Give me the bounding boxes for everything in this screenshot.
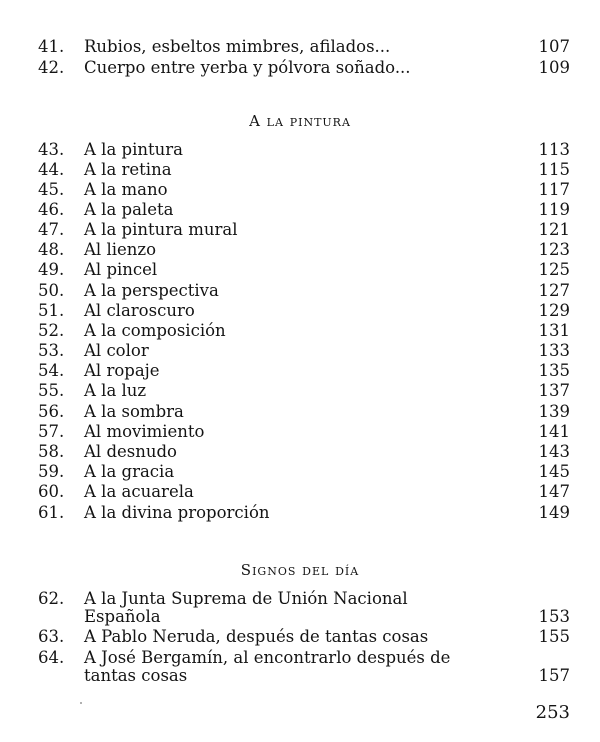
entry-page: 135 xyxy=(538,361,570,380)
entry-page: 147 xyxy=(538,482,570,501)
toc-entry xyxy=(0,361,600,381)
entry-page: 141 xyxy=(538,422,570,441)
entry-page: 139 xyxy=(538,402,570,421)
entry-title: A la pintura mural xyxy=(84,220,238,239)
entry-title: Al movimiento xyxy=(84,422,205,441)
entry-number: 46. xyxy=(38,200,65,219)
toc-entry-continuation xyxy=(0,607,600,627)
entry-title: A la pintura xyxy=(84,140,183,159)
entry-page: 129 xyxy=(538,301,570,320)
entry-number: 44. xyxy=(38,160,65,179)
toc-entry xyxy=(0,381,600,401)
entry-title: Rubios, esbeltos mimbres, afilados... xyxy=(84,37,391,56)
entry-page: 149 xyxy=(538,503,570,522)
entry-title-continuation: Española xyxy=(84,607,161,626)
entry-title: Al lienzo xyxy=(84,240,157,259)
entry-title: Al desnudo xyxy=(84,442,177,461)
entry-page: 117 xyxy=(538,180,570,199)
entry-page: 125 xyxy=(538,260,570,279)
section-heading-signos: Signos del día xyxy=(240,561,360,579)
entry-title: Al color xyxy=(84,341,149,360)
entry-number: 61. xyxy=(38,503,65,522)
entry-title: A la luz xyxy=(84,381,147,400)
entry-page: 137 xyxy=(538,381,570,400)
entry-title-continuation: tantas cosas xyxy=(84,666,188,685)
toc-entry xyxy=(0,200,600,220)
entry-title: Cuerpo entre yerba y pólvora soñado... xyxy=(84,58,411,77)
entry-number: 52. xyxy=(38,321,65,340)
toc-entry xyxy=(0,402,600,422)
toc-entry xyxy=(0,281,600,301)
toc-entry xyxy=(0,37,600,57)
entry-number: 48. xyxy=(38,240,65,259)
entry-title: A la sombra xyxy=(84,402,184,421)
toc-entry xyxy=(0,627,600,647)
toc-entry xyxy=(0,58,600,78)
entry-number: 54. xyxy=(38,361,65,380)
entry-title: A la retina xyxy=(84,160,172,179)
entry-page: 153 xyxy=(538,607,570,626)
entry-page: 155 xyxy=(538,627,570,646)
entry-number: 57. xyxy=(38,422,65,441)
toc-entry xyxy=(0,140,600,160)
toc-entry xyxy=(0,321,600,341)
toc-entry xyxy=(0,482,600,502)
entry-page: 157 xyxy=(538,666,570,685)
entry-title: A la composición xyxy=(84,321,226,340)
toc-entry xyxy=(0,160,600,180)
entry-number: 55. xyxy=(38,381,65,400)
entry-number: 42. xyxy=(38,58,65,77)
stray-mark xyxy=(80,702,82,704)
entry-number: 60. xyxy=(38,482,65,501)
toc-entry xyxy=(0,220,600,240)
entry-title: A la mano xyxy=(84,180,168,199)
toc-entry-continuation xyxy=(0,666,600,686)
toc-entry xyxy=(0,462,600,482)
entry-number: 63. xyxy=(38,627,65,646)
entry-title: A la perspectiva xyxy=(84,281,219,300)
toc-entry xyxy=(0,648,600,668)
entry-page: 119 xyxy=(538,200,570,219)
entry-number: 51. xyxy=(38,301,65,320)
entry-number: 47. xyxy=(38,220,65,239)
section-heading-pintura: A la pintura xyxy=(249,112,351,130)
entry-page: 145 xyxy=(538,462,570,481)
toc-entry xyxy=(0,260,600,280)
toc-entry xyxy=(0,180,600,200)
entry-page: 113 xyxy=(538,140,570,159)
entry-page: 127 xyxy=(538,281,570,300)
entry-page: 107 xyxy=(538,37,570,56)
toc-entry xyxy=(0,422,600,442)
entry-number: 49. xyxy=(38,260,65,279)
entry-title: Al pincel xyxy=(84,260,158,279)
entry-number: 64. xyxy=(38,648,65,667)
entry-title: Al claroscuro xyxy=(84,301,195,320)
entry-page: 133 xyxy=(538,341,570,360)
entry-page: 121 xyxy=(538,220,570,239)
entry-page: 115 xyxy=(538,160,570,179)
entry-page: 143 xyxy=(538,442,570,461)
entry-number: 53. xyxy=(38,341,65,360)
entry-page: 109 xyxy=(538,58,570,77)
page-number: 253 xyxy=(535,702,570,723)
entry-title: A la Junta Suprema de Unión Nacional xyxy=(84,589,408,608)
entry-number: 58. xyxy=(38,442,65,461)
entry-number: 43. xyxy=(38,140,65,159)
entry-number: 50. xyxy=(38,281,65,300)
toc-entry xyxy=(0,589,600,609)
entry-number: 62. xyxy=(38,589,65,608)
entry-title: A la paleta xyxy=(84,200,174,219)
entry-title: A la gracia xyxy=(84,462,175,481)
entry-number: 41. xyxy=(38,37,65,56)
entry-title: Al ropaje xyxy=(84,361,160,380)
entry-page: 131 xyxy=(538,321,570,340)
toc-entry xyxy=(0,301,600,321)
entry-title: A la acuarela xyxy=(84,482,194,501)
entry-number: 56. xyxy=(38,402,65,421)
entry-page: 123 xyxy=(538,240,570,259)
toc-entry xyxy=(0,503,600,523)
toc-entry xyxy=(0,341,600,361)
entry-title: A José Bergamín, al encontrarlo después de xyxy=(84,648,451,667)
toc-entry xyxy=(0,442,600,462)
entry-number: 59. xyxy=(38,462,65,481)
toc-entry xyxy=(0,240,600,260)
entry-title: A Pablo Neruda, después de tantas cosas xyxy=(84,627,429,646)
entry-number: 45. xyxy=(38,180,65,199)
entry-title: A la divina proporción xyxy=(84,503,270,522)
